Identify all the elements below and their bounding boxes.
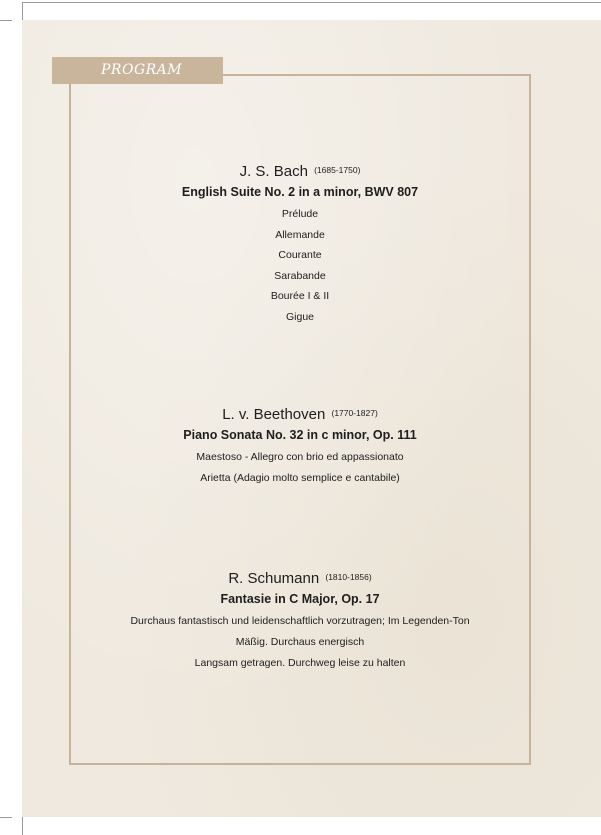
movement-item: Maestoso - Allegro con brio ed appassionato <box>196 451 404 463</box>
movement-item: Sarabande <box>274 269 326 282</box>
movement-item: Mäßig. Durchaus energisch <box>235 635 365 648</box>
program-entry-schumann <box>69 568 531 673</box>
crop-mark-top-left <box>22 2 23 20</box>
composer-name: J. S. Bach <box>239 163 308 180</box>
movement-item: Prélude <box>281 208 319 220</box>
movement-list <box>69 611 531 673</box>
composer-name: L. v. Beethoven <box>222 406 326 423</box>
composer-heading <box>69 404 531 422</box>
movement-list <box>69 204 531 328</box>
movement-item: Allemande <box>275 228 325 241</box>
program-entry-beethoven <box>69 404 531 489</box>
composer-dates: (1685-1750) <box>314 165 361 175</box>
movement-item: Gigue <box>285 310 315 323</box>
composer-dates: (1810-1856) <box>325 572 372 582</box>
work-title: Piano Sonata No. 32 in c minor, Op. 111 <box>183 428 417 442</box>
composer-dates: (1770-1827) <box>331 408 378 418</box>
movement-item: Bourée I & II <box>270 290 330 303</box>
work-title: Fantasie in C Major, Op. 17 <box>220 592 380 606</box>
crop-mark-top <box>22 2 601 3</box>
composer-name: R. Schumann <box>228 570 320 587</box>
composer-heading <box>69 568 531 586</box>
movement-item: Courante <box>278 249 322 262</box>
movement-item: Arietta (Adagio molto semplice e cantabile) <box>200 471 400 484</box>
crop-mark-bottom-left <box>22 817 23 835</box>
movement-list <box>69 447 531 489</box>
movement-item: Langsam getragen. Durchweg leise zu halten <box>194 656 406 669</box>
section-tab-label: PROGRAM <box>101 62 183 78</box>
work-title: English Suite No. 2 in a minor, BWV 807 <box>181 185 419 199</box>
program-entry-bach <box>69 161 531 328</box>
crop-mark-left-top <box>0 20 12 21</box>
composer-heading <box>69 161 531 179</box>
movement-item: Durchaus fantastisch und leidenschaftlich vorzutragen; Im Legenden-Ton <box>130 615 470 627</box>
crop-mark-left-bottom <box>0 817 12 818</box>
